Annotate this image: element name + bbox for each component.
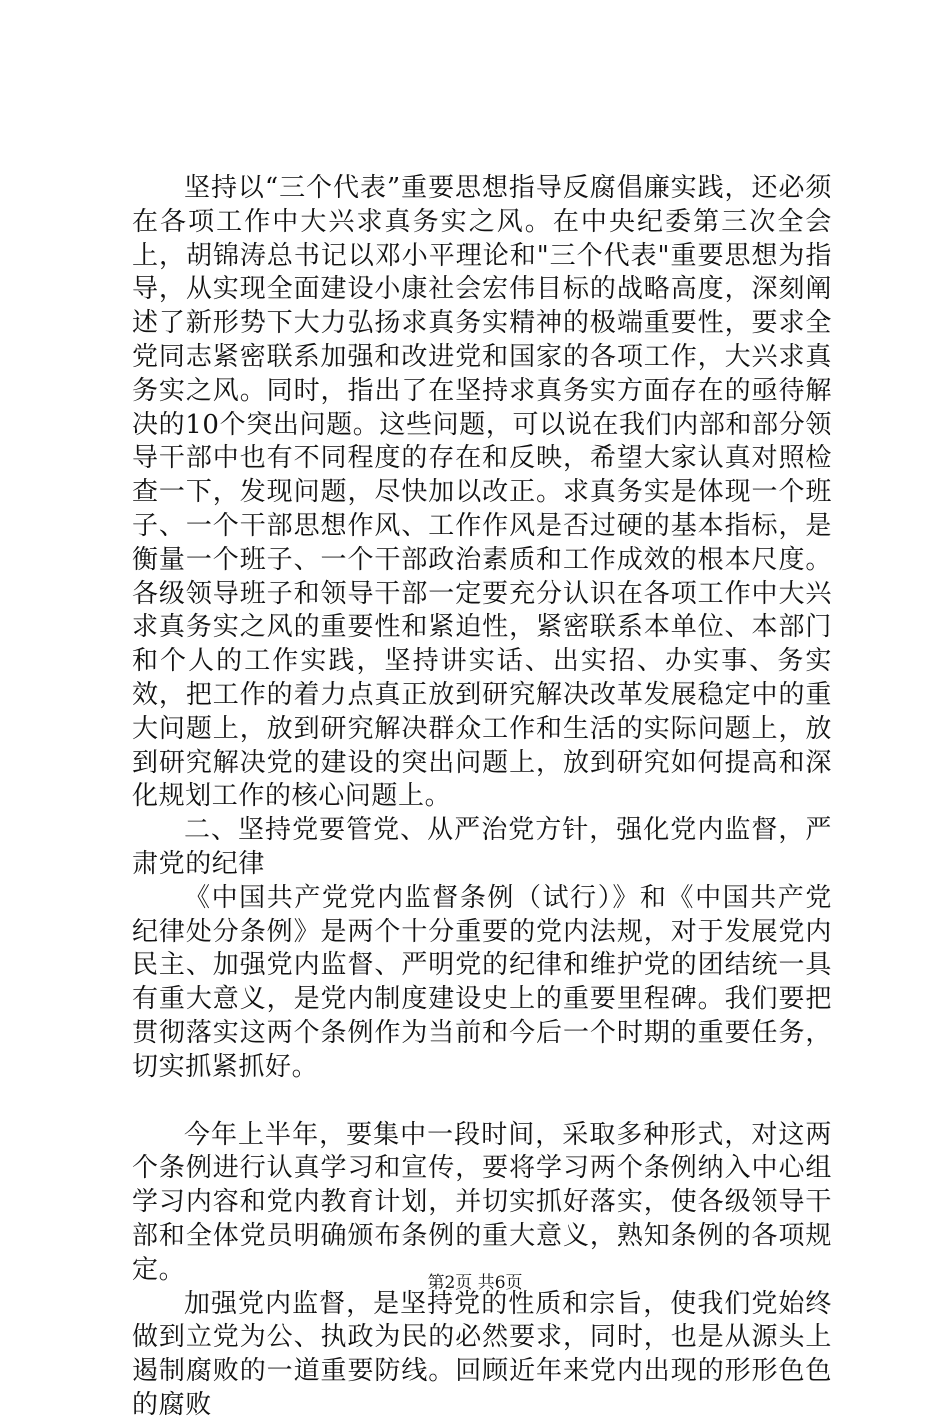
page-number-footer: 第2页 共6页 <box>427 1273 523 1293</box>
paragraph-supervision: 加强党内监督，是坚持党的性质和宗旨，使我们党始终做到立党为公、执政为民的必然要求，同时，也是从源头上遏制腐败的一道重要防线。回顾近年来党内出现的形形色色的腐败 <box>132 1288 832 1420</box>
paragraph-truth-seeking: 坚持以“三个代表”重要思想指导反腐倡廉实践，还必须在各项工作中大兴求真务实之风。在中央纪委第三次全会上，胡锦涛总书记以邓小平理论和"三个代表"重要思想为指导，从实现全面建设小康社会宏伟目标的战略高度，深刻阐述了新形势下大力弘扬求真务实精神的极端重要性，要求全党同志紧密联系加强和改进党和国家的各项工作，大兴求真务实之风。同时，指出了在坚持求真务实方面存在的亟待解决的10个突出问题。这些问题，可以说在我们内部和部分领导干部中也有不同程度的存在和反映，希望大家认真对照检查一下，发现问题，尽快加以改正。求真务实是体现一个班子、一个干部思想作风、工作作风是否过硬的基本指标，是衡量一个班子、一个干部政治素质和工作成效的根本尺度。各级领导班子和领导干部一定要充分认识在各项工作中大兴求真务实之风的重要性和紧迫性，紧密联系本单位、本部门和个人的工作实践，坚持讲实话、出实招、办实事、务实效，把工作的着力点真正放到研究解决改革发展稳定中的重大问题上，放到研究解决群众工作和生活的实际问题上，放到研究解决党的建设的突出问题上，放到研究如何提高和深化规划工作的核心问题上。 <box>132 173 832 812</box>
section-heading-two: 二、坚持党要管党、从严治党方针，强化党内监督，严肃党的纪律 <box>132 815 832 879</box>
document-body <box>132 172 832 1423</box>
paragraph-study-plan: 今年上半年，要集中一段时间，采取多种形式，对这两个条例进行认真学习和宣传，要将学习两个条例纳入中心组学习内容和党内教育计划，并切实抓好落实，使各级领导干部和全体党员明确颁布条例的重大意义，熟知条例的各项规定。 <box>132 1119 832 1285</box>
paragraph-regulations: 《中国共产党党内监督条例（试行）》和《中国共产党纪律处分条例》是两个十分重要的党内法规，对于发展党内民主、加强党内监督、严明党的纪律和维护党的团结统一具有重大意义，是党内制度建设史上的重要里程碑。我们要把贯彻落实这两个条例作为当前和今后一个时期的重要任务，切实抓紧抓好。 <box>132 882 832 1082</box>
